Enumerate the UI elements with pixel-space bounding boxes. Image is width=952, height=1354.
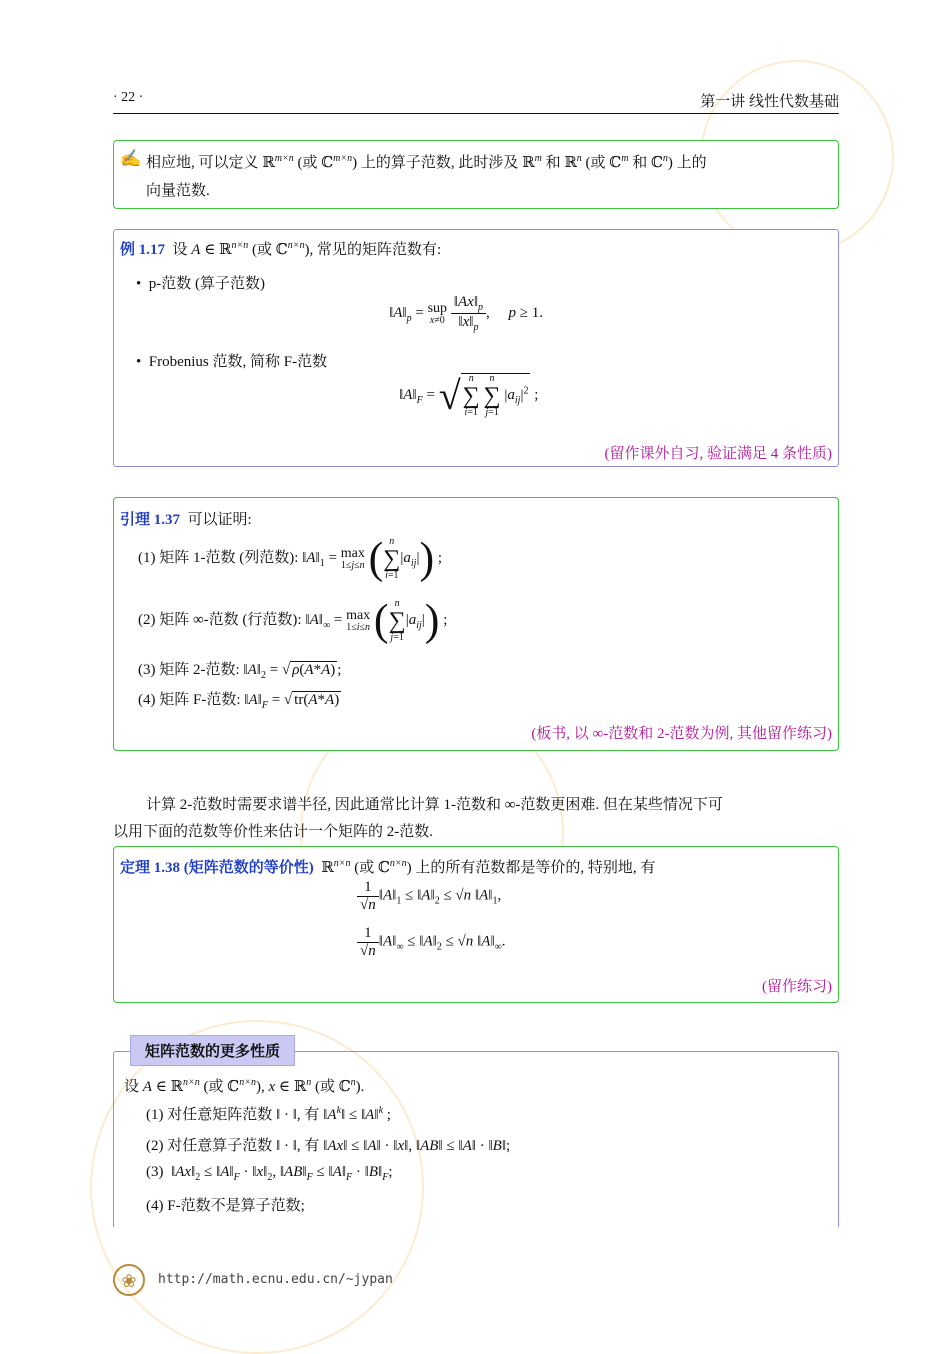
university-logo-icon: ❀ xyxy=(113,1264,145,1296)
theorem-ineq-2: $\frac{1}{√n}$ $‖A‖_\infty$ ≤ $‖A‖_2 \le √n$ $‖A‖_\infty$. xyxy=(357,925,506,959)
property-1-prefix: (1) 对任意矩阵范数 ‖ · ‖, 有 xyxy=(146,1107,320,1123)
property-2-prefix: (2) 对任意算子范数 ‖ · ‖, 有 xyxy=(146,1138,320,1154)
formula-f-norm: $‖A‖_F$ = √ n ∑ i=1 n ∑ j=1 $|a_{ij}|^2$ ; xyxy=(399,373,539,418)
lemma-intro: 可以证明: xyxy=(187,512,252,528)
theorem-label: 定理 1.38 (矩阵范数的等价性) xyxy=(120,860,314,876)
property-1: (1) 对任意矩阵范数 ‖ · ‖, 有 $‖A^k‖$ ≤ ‖A‖$^k$ ; xyxy=(146,1105,391,1123)
lemma-intro-row xyxy=(120,508,252,529)
lemma-item-2-label: (2) 矩阵 ∞-范数 (行范数): xyxy=(138,612,302,628)
lemma-note: (板书, 以 ∞-范数和 2-范数为例, 其他留作练习) xyxy=(531,726,832,742)
property-3: (3) $‖Ax‖_2$ ≤ $‖A‖_F$ · $‖x‖_2$, $‖AB‖_F$ ≤ $‖A‖_F$ · $‖B‖_F$; xyxy=(146,1164,393,1183)
note-line-2: 向量范数. xyxy=(146,183,210,199)
lemma-box xyxy=(113,497,839,751)
lemma-item-3-label: (3) 矩阵 2-范数: xyxy=(138,662,240,678)
note-line-1: 相应地, 可以定义 ℝ$^{m\times n}$ (或 ℂ$^{m\times n}$) 上的算子范数, 此时涉及 ℝ$^m$ 和 ℝ$^n$ (或 ℂ$^m$ 和 ℂ$^n$) 上的 xyxy=(146,153,707,171)
formula-p-norm: $‖A‖_p$ = sup x≠0 $\frac{‖Ax‖_p}{‖x‖_p}$ , p ≥ 1. xyxy=(389,294,544,333)
example-note: (留作课外自习, 验证满足 4 条性质) xyxy=(604,446,832,462)
property-3-prefix: (3) xyxy=(146,1164,164,1180)
footer-url[interactable]: http://math.ecnu.edu.cn/~jypan xyxy=(158,1272,393,1287)
example-box xyxy=(113,229,839,467)
chapter-title: 第一讲 线性代数基础 xyxy=(700,94,839,110)
lemma-label: 引理 1.37 xyxy=(120,512,181,528)
page-number: · 22 · xyxy=(113,90,144,105)
property-4: (4) F-范数不是算子范数; xyxy=(146,1198,305,1214)
note-box xyxy=(113,140,839,209)
bullet-p-norm: • p-范数 (算子范数) xyxy=(136,276,266,292)
paragraph-line-1: 计算 2-范数时需要求谱半径, 因此通常比计算 1-范数和 ∞-范数更困难. 但在某些情况下可 xyxy=(146,797,723,813)
theorem-box xyxy=(113,846,839,1003)
theorem-note: (留作练习) xyxy=(762,979,832,995)
lemma-item-1-label: (1) 矩阵 1-范数 (列范数): xyxy=(138,550,299,566)
lemma-item-4-label: (4) 矩阵 F-范数: xyxy=(138,692,241,708)
property-2: (2) 对任意算子范数 ‖ · ‖, 有 ‖Ax‖ ≤ ‖A‖ · ‖x‖, ‖AB‖ ≤ ‖A‖ · ‖B‖; xyxy=(146,1138,511,1154)
bullet-p-norm-text: p-范数 (算子范数) xyxy=(148,276,266,292)
theorem-intro-row: 定理 1.38 (矩阵范数的等价性) ℝ$^{n\times n}$ (或 ℂ$^{n\times n}$) 上的所有范数都是等价的, 特别地, 有 xyxy=(120,858,656,876)
example-intro-row: 例 1.17 设 A ∈ ℝ$^{n\times n}$ (或 ℂ$^{n\times n}$), 常见的矩阵范数有: xyxy=(120,240,442,258)
theorem-statement: 上的所有范数都是等价的, 特别地, 有 xyxy=(415,860,656,876)
pencil-icon: ✍ xyxy=(120,149,142,168)
lemma-item-4: (4) 矩阵 F-范数: $‖A‖_F$ = √ tr(A*A) xyxy=(138,692,340,711)
lemma-item-3: (3) 矩阵 2-范数: $‖A‖_2$ = √ ρ(A*A) ; xyxy=(138,662,342,681)
theorem-ineq-1: $\frac{1}{√n}$ $‖A‖_1$ ≤ $‖A‖_2 \le √n$ $‖A‖_1$, xyxy=(357,879,501,913)
properties-title: 矩阵范数的更多性质 xyxy=(130,1035,295,1066)
bullet-f-norm-text: Frobenius 范数, 简称 F-范数 xyxy=(148,354,328,370)
properties-intro: 设 A ∈ ℝ$^{n\times n}$ (或 ℂ$^{n\times n}$), x ∈ ℝ$^n$ (或 ℂ$^n$). xyxy=(124,1077,365,1095)
header-rule xyxy=(113,113,839,114)
bullet-f-norm: • Frobenius 范数, 简称 F-范数 xyxy=(136,354,328,370)
lemma-item-2: (2) 矩阵 ∞-范数 (行范数): $‖A‖_\infty$ = max 1≤i≤n ( n ∑ j=1 $|a_{ij}|$) ; xyxy=(138,595,448,645)
paragraph-line-2: 以用下面的范数等价性来估计一个矩阵的 2-范数. xyxy=(113,824,433,840)
lemma-item-1: (1) 矩阵 1-范数 (列范数): $‖A‖_1$ = max 1≤j≤n ( n ∑ i=1 $|a_{ij}|$) ; xyxy=(138,533,443,583)
example-label: 例 1.17 xyxy=(120,242,166,258)
